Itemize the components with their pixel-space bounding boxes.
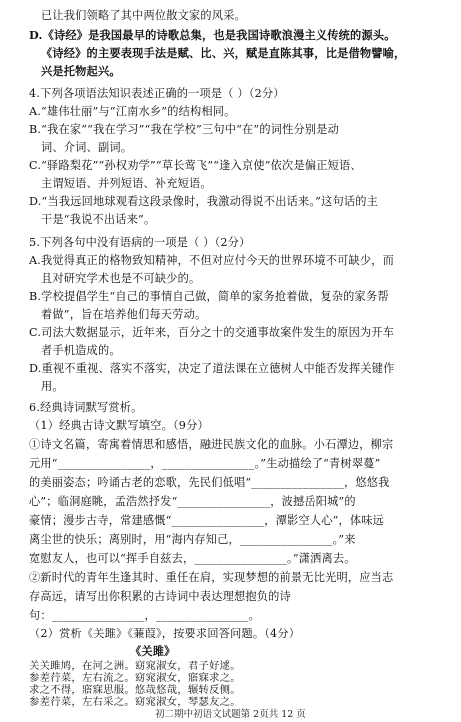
text-line: 着做”，旨在培养他们每天劳动。 [41,308,207,321]
option-c: C.“驿路梨花”“孙权劝学”“草长莺飞”“逢入京使”依次是偏正短语、 [29,159,362,172]
text-line: 句：________________，________________。 [29,609,260,622]
text-line: 已让我们领略了其中两位散文家的风采。 [41,9,246,22]
option-b: B.“我在家”“我在学习”“我在学校”三句中“在”的词性分别是动 [29,123,340,136]
question-4: 4.下列各项语法知识表述正确的一项是（ ）（2分） [29,87,285,100]
poem-title: 《关雎》 [130,645,176,657]
text-line: 词、介词、副词。 [41,141,133,154]
option-a: A.我觉得真正的格物致知精神，不但对应付今天的世界环境不可缺少，而 [29,254,395,267]
text-line: ②新时代的青年生逢其时、重任在肩，实现梦想的前景无比光明，应当志 [29,571,394,584]
text-line: 《诗经》的主要表现手法是赋、比、兴，赋是直陈其事，比是借物譬喻， [41,46,406,60]
text-line: 用。 [41,380,64,393]
subquestion-1: （1）经典古诗文默写填空。（9分） [29,419,209,432]
poem-line: 求之不得，寤寐思服。悠哉悠哉，辗转反侧。 [29,684,241,696]
question-5: 5.下列各句中没有语病的一项是（ ）（2分） [29,236,251,249]
text-line: D.《诗经》是我国最早的诗歌总集，也是我国诗歌浪漫主义传统的源头。 [29,28,396,42]
text-line: 宽慰友人，也可以“挥手自兹去，________________。”潇洒离去。 [29,552,356,565]
text-line: 且对研究学术也是不可缺少的。 [41,272,201,285]
text-line: 元用“________________，________________。”生动描绘了“青树翠蔓” [29,457,381,470]
option-c: C.司法大数据显示，近年来，百分之十的交通事故案件发生的原因为开车 [29,326,395,339]
page-footer: 初二期中初语文试题第 2页共 12 页 [155,709,306,720]
option-d: D.重视不重视、落实不落实，决定了道法课在立德树人中能否发挥关键作 [29,362,395,375]
text-line: ①诗文名篇，寄寓着情思和感悟，融进民族文化的血脉。小石潭边，柳宗 [29,438,394,451]
option-b: B.学校提倡学生“自己的事情自己做，简单的家务抢着做，复杂的家务帮 [29,290,389,303]
poem-line: 参差荇菜，左右采之。窈窕淑女，琴瑟友之。 [29,696,241,708]
text-line: 豪情；漫步古寺，常建感慨“________________，潭影空人心”，体味远 [29,514,385,527]
question-6: 6.经典诗词默写赏析。 [29,401,143,414]
text-line: 离尘世的快乐；离别时，用“海内存知己，________________。”来 [29,533,356,546]
poem-line: 参差荇菜，左右流之。窈窕淑女，寤寐求之。 [29,672,241,684]
text-line: 兴是托物起兴。 [41,64,121,78]
option-a: A.“雄伟壮丽”与“江南水乡”的结构相同。 [29,105,236,118]
poem-line: 关关雎鸠，在河之洲。窈窕淑女，君子好逑。 [29,660,241,672]
text-line: 存高远，请写出你积累的古诗词中表达理想抱负的诗 [29,590,291,603]
text-line: 者手机造成的。 [41,344,121,357]
text-line: 的美丽姿态；吟诵古老的恋歌，先民们低唱“________________，悠悠我 [29,476,390,489]
subquestion-2: （2）赏析《关雎》《蒹葭》，按要求回答问题。（4分） [29,628,301,640]
text-line: 心”；临洞庭眺，孟浩然抒发“________________，波撼岳阳城”的 [29,495,356,508]
option-d: D.“当我远回地球观看这段录像时，我激动得说不出话来。”这句话的主 [29,195,379,208]
text-line: 干是“我说不出话来”。 [41,213,156,226]
text-line: 主谓短语、并列短语、补充短语。 [41,177,212,190]
